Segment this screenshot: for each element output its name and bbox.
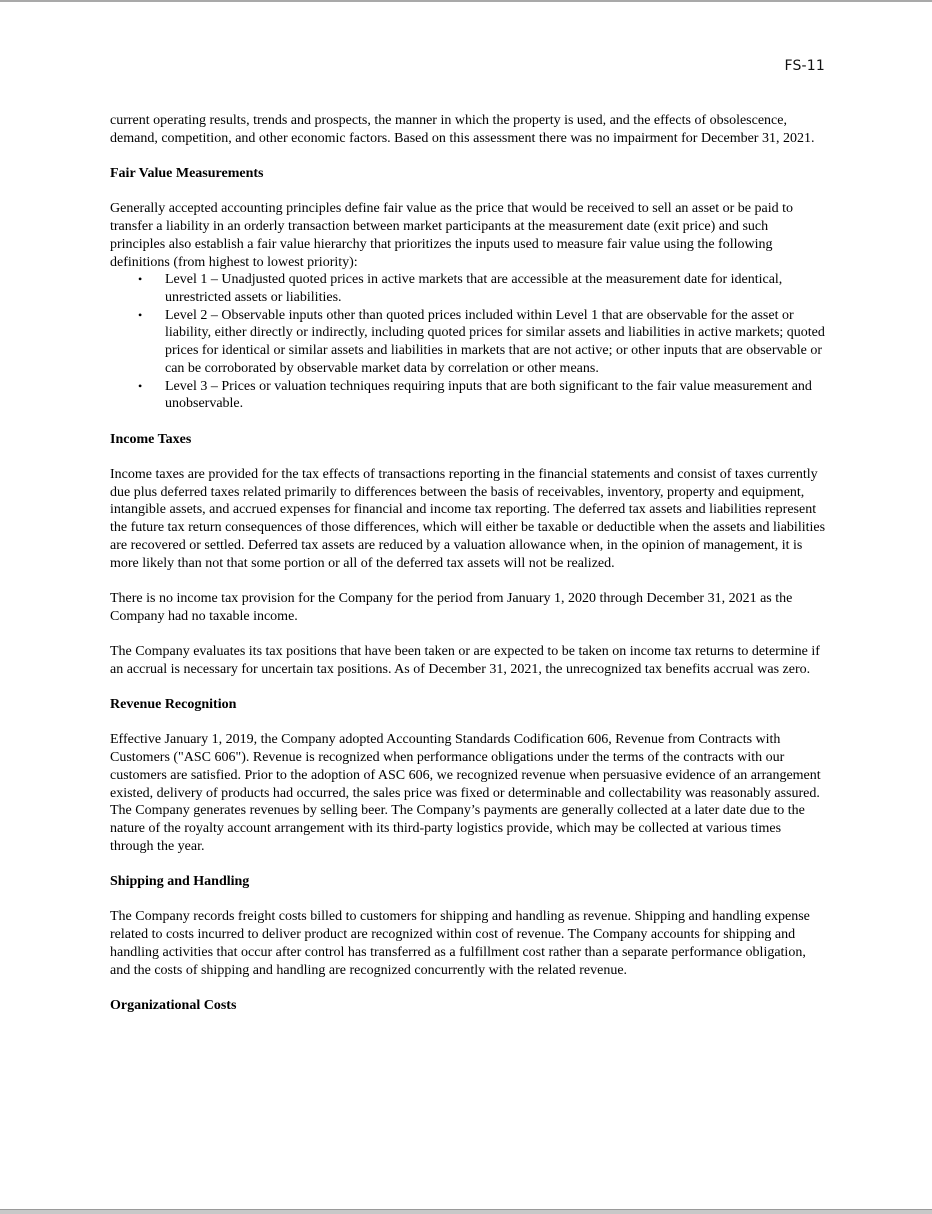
bullet-icon: • [138, 272, 143, 287]
level-3-text: Level 3 – Prices or valuation techniques requiring inputs that are both significant to the fair value measurement and unobservable. [165, 378, 812, 412]
income-taxes-paragraph-2: There is no income tax provision for the Company for the period from January 1, 2020 through December 31, 2021 as the Company had no taxable income. [110, 590, 793, 624]
list-item-level-2 [110, 307, 826, 378]
page-number: FS-11 [784, 58, 825, 74]
intro-paragraph: current operating results, trends and prospects, the manner in which the property is used, and the effects of obsolescence, demand, competition, and other economic factors. Based on this assessment there was no impairment for December 31, 2021. [110, 113, 815, 146]
level-1-text: Level 1 – Unadjusted quoted prices in active markets that are accessible at the measurement date for identical, unrestricted assets or liabilities. [165, 272, 783, 305]
fair-value-heading: Fair Value Measurements [110, 166, 264, 182]
page-top-border [0, 0, 932, 2]
revenue-recognition-paragraph: Effective January 1, 2019, the Company adopted Accounting Standards Codification 606, Revenue from Contracts with Customers ("ASC 606"). Revenue is recognized when performance obligations under the terms of the contracts with our customers are satisfied. Prior to the adoption of ASC 606, we recognized revenue when persuasive evidence of an arrangement existed, delivery of products had occurred, the sales price was fixed or determinable and collectability was reasonably assured. The Company generates revenues by selling beer. The Company’s payments are generally collected at a later date due to the nature of the royalty account arrangement with its third-party logistics provide, which may be collected at various times through the year. [110, 732, 821, 854]
page-bottom-border [0, 1209, 932, 1214]
list-item-level-3 [110, 378, 826, 413]
document-body [110, 112, 826, 1032]
shipping-handling-paragraph: The Company records freight costs billed to customers for shipping and handling as revenue. Shipping and handling expense related to costs incurred to deliver product are recognized within cost of revenue. The Company accounts for shipping and handling activities that occur after control has transferred as a fulfillment cost rather than a separate performance obligation, and the costs of shipping and handling are recognized concurrently with the related revenue. [110, 909, 810, 978]
bullet-icon: • [138, 378, 143, 393]
organizational-costs-heading: Organizational Costs [110, 997, 237, 1013]
list-item-level-1 [110, 271, 826, 306]
income-taxes-heading: Income Taxes [110, 431, 192, 447]
fair-value-paragraph: Generally accepted accounting principles define fair value as the price that would be received to sell an asset or be paid to transfer a liability in an orderly transaction between market participants at the measurement date (exit price) and such principles also establish a fair value hierarchy that prioritizes the inputs used to measure fair value using the following definitions (from highest to lowest priority): [110, 201, 793, 270]
bullet-icon: • [138, 307, 143, 322]
revenue-recognition-heading: Revenue Recognition [110, 697, 237, 713]
income-taxes-paragraph-1: Income taxes are provided for the tax effects of transactions reporting in the financial statements and consist of taxes currently due plus deferred taxes related primarily to differences between the basis of receivables, inventory, property and equipment, intangible assets, and accrued expenses for financial and income tax reporting. The deferred tax assets and liabilities represent the future tax return consequences of those differences, which will either be taxable or deductible when the assets and liabilities are recovered or settled. Deferred tax assets are reduced by a valuation allowance when, in the opinion of management, it is more likely than not that some portion or all of the deferred tax assets will not be realized. [110, 467, 826, 571]
level-2-text: Level 2 – Observable inputs other than quoted prices included within Level 1 that are observable for the asset or liability, either directly or indirectly, including quoted prices for similar assets and liabilities in active markets; quoted prices for identical or similar assets and liabilities in markets that are not active; or other inputs that are observable or can be corroborated by observable market data by correlation or other means. [165, 307, 825, 376]
shipping-handling-heading: Shipping and Handling [110, 874, 250, 890]
fair-value-levels-list [110, 271, 826, 413]
income-taxes-paragraph-3: The Company evaluates its tax positions that have been taken or are expected to be taken on income tax returns to determine if an accrual is necessary for uncertain tax positions. As of December 31, 2021, the unrecognized tax benefits accrual was zero. [110, 644, 820, 677]
